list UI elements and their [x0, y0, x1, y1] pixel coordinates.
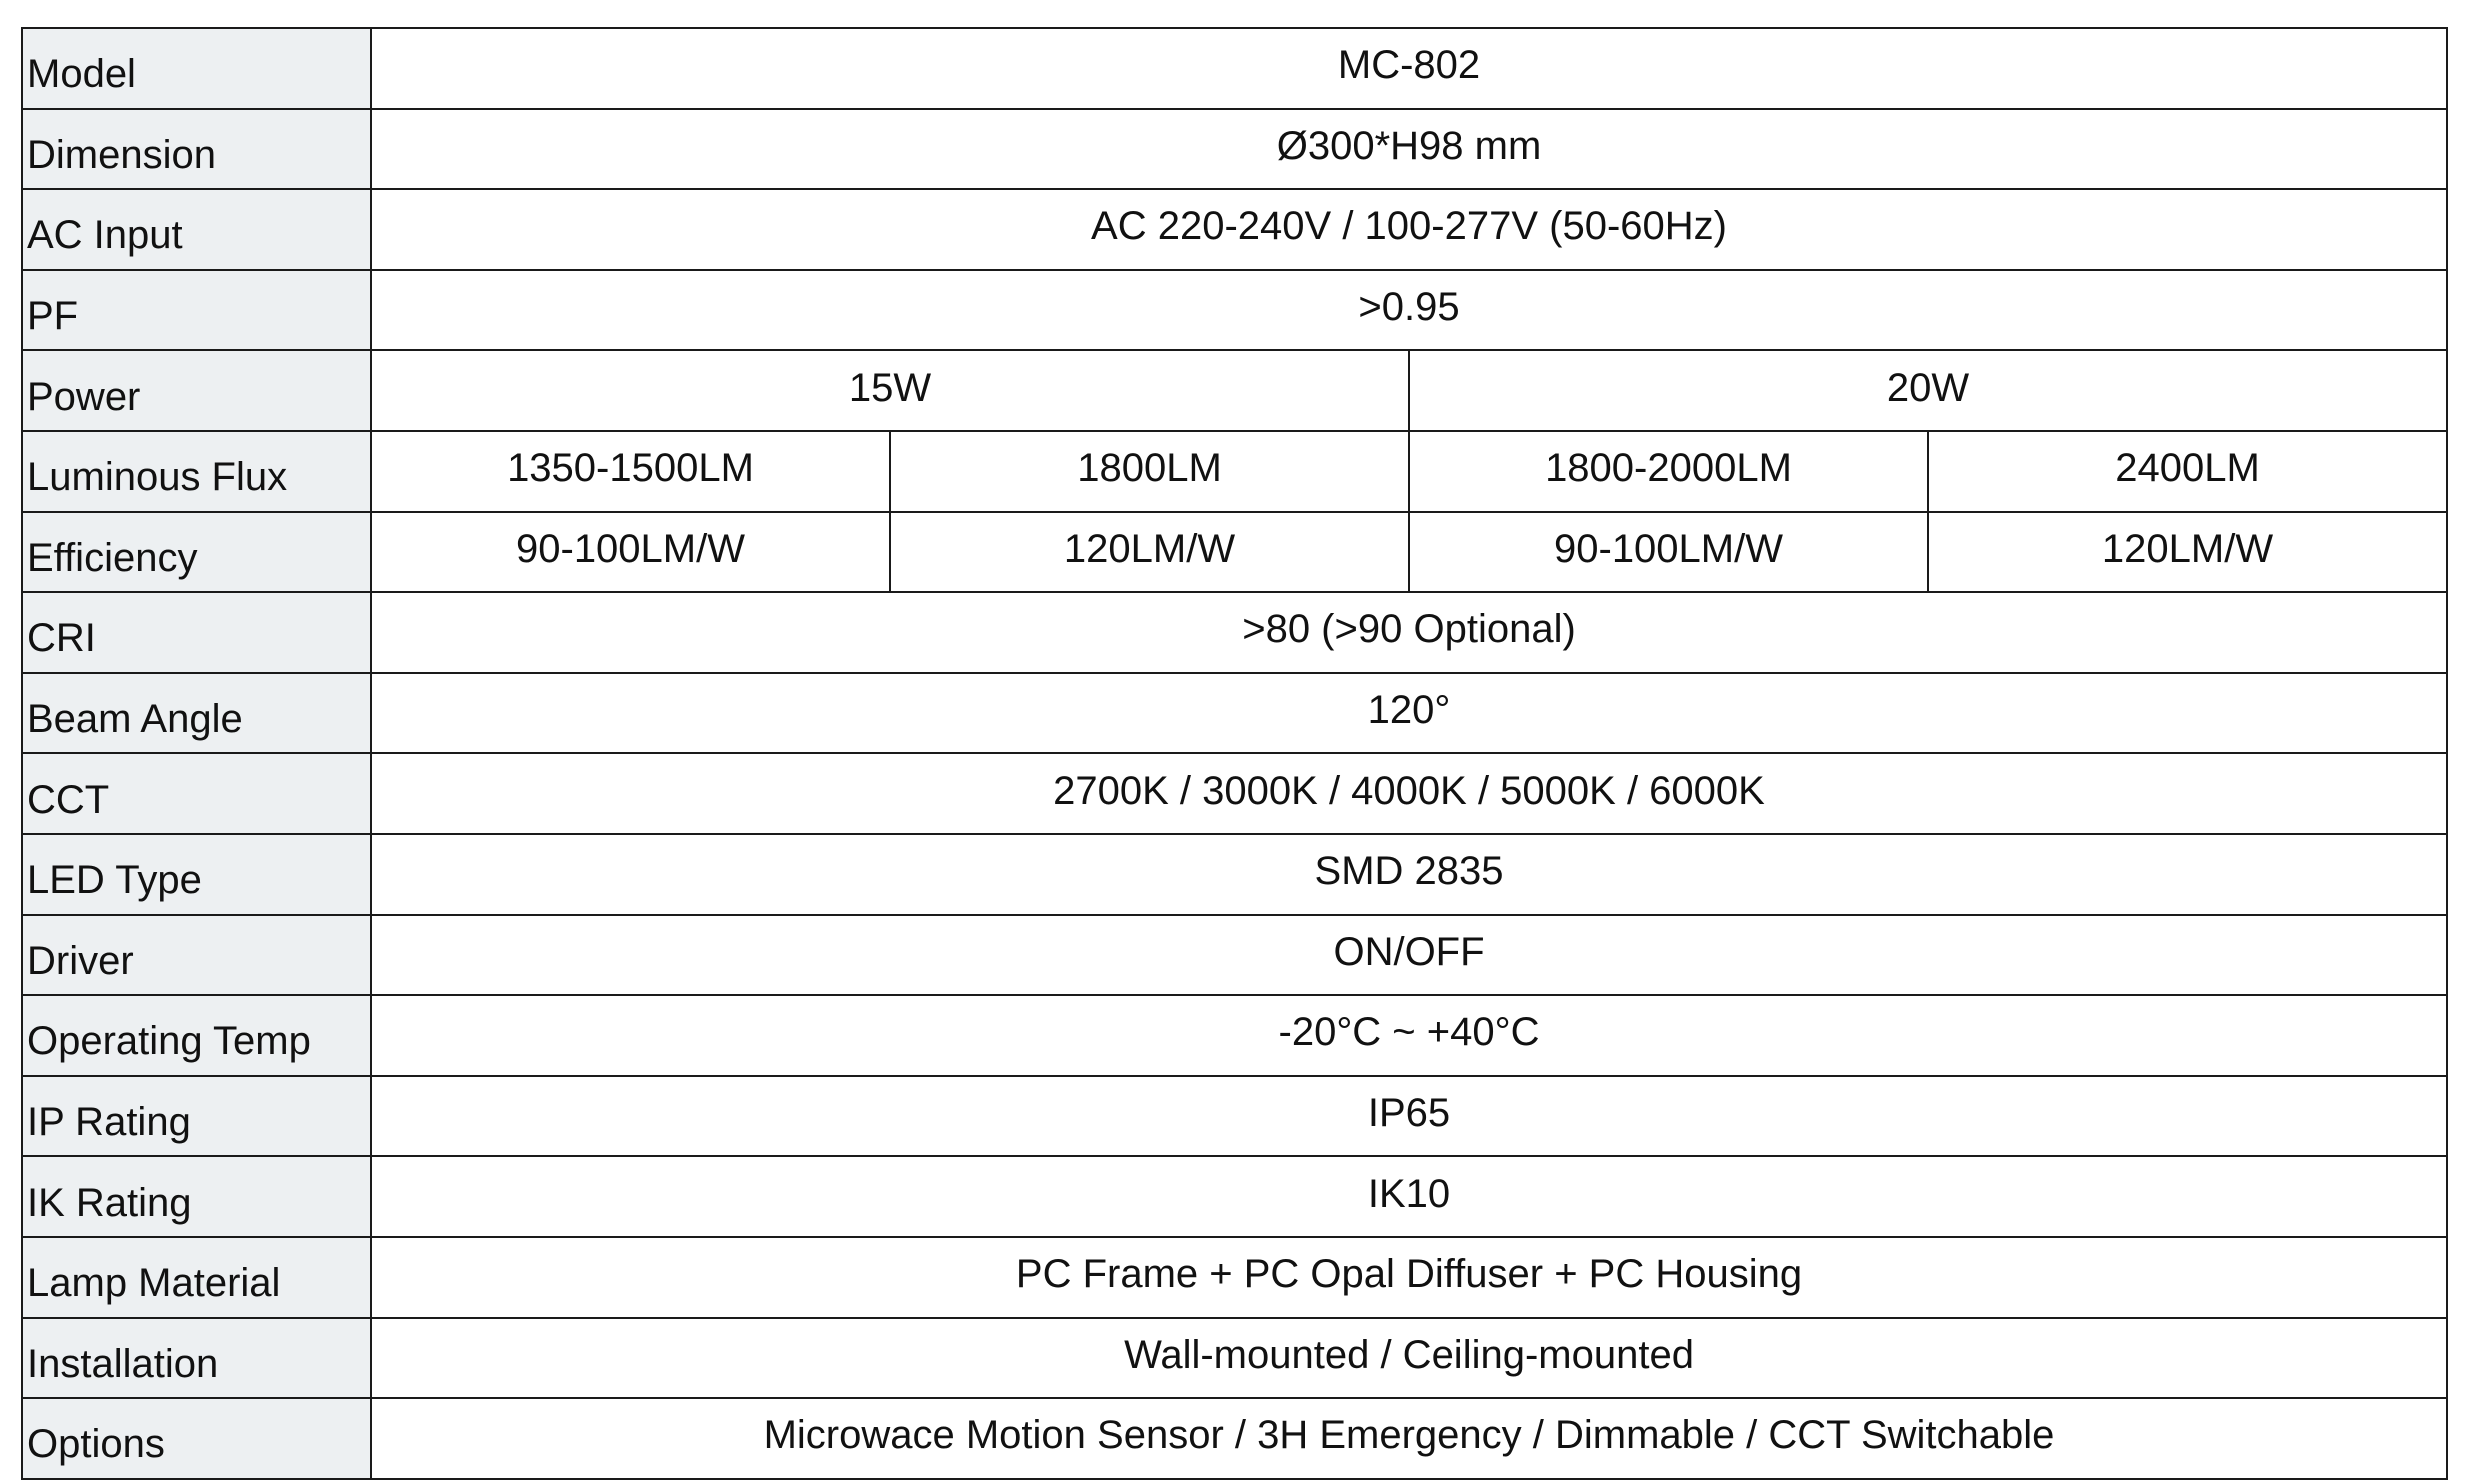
row-beam-angle [22, 673, 2447, 754]
row-driver [22, 915, 2447, 996]
row-cri [22, 592, 2447, 673]
row-label: CCT [22, 753, 371, 834]
row-label: IK Rating [22, 1156, 371, 1237]
row-value: SMD 2835 [371, 834, 2447, 915]
row-ip-rating [22, 1076, 2447, 1157]
row-ac-input [22, 189, 2447, 270]
row-label: PF [22, 270, 371, 351]
power-value-15w: 15W [371, 350, 1409, 431]
row-value: Wall-mounted / Ceiling-mounted [371, 1318, 2447, 1399]
row-value: ON/OFF [371, 915, 2447, 996]
row-value: PC Frame + PC Opal Diffuser + PC Housing [371, 1237, 2447, 1318]
row-label: Dimension [22, 109, 371, 190]
row-value: Ø300*H98 mm [371, 109, 2447, 190]
row-label: Efficiency [22, 512, 371, 593]
row-label: AC Input [22, 189, 371, 270]
row-power [22, 350, 2447, 431]
row-value: IP65 [371, 1076, 2447, 1157]
row-luminous-flux [22, 431, 2447, 512]
row-label: CRI [22, 592, 371, 673]
row-label: Lamp Material [22, 1237, 371, 1318]
row-label: Model [22, 28, 371, 109]
row-value: >80 (>90 Optional) [371, 592, 2447, 673]
row-label: Driver [22, 915, 371, 996]
flux-value: 1800LM [890, 431, 1409, 512]
row-label: LED Type [22, 834, 371, 915]
row-cct [22, 753, 2447, 834]
row-dimension [22, 109, 2447, 190]
row-value: Microwace Motion Sensor / 3H Emergency / Dimmable / CCT Switchable [371, 1398, 2447, 1479]
flux-value: 2400LM [1928, 431, 2447, 512]
row-label: Beam Angle [22, 673, 371, 754]
row-led-type [22, 834, 2447, 915]
efficiency-value: 120LM/W [1928, 512, 2447, 593]
row-efficiency [22, 512, 2447, 593]
row-label: Installation [22, 1318, 371, 1399]
efficiency-value: 90-100LM/W [371, 512, 890, 593]
row-label: Power [22, 350, 371, 431]
row-label: Operating Temp [22, 995, 371, 1076]
efficiency-value: 120LM/W [890, 512, 1409, 593]
row-model [22, 28, 2447, 109]
row-value: MC-802 [371, 28, 2447, 109]
efficiency-value: 90-100LM/W [1409, 512, 1928, 593]
row-pf [22, 270, 2447, 351]
row-options [22, 1398, 2447, 1479]
row-installation [22, 1318, 2447, 1399]
row-value: >0.95 [371, 270, 2447, 351]
row-value: IK10 [371, 1156, 2447, 1237]
row-value: AC 220-240V / 100-277V (50-60Hz) [371, 189, 2447, 270]
row-lamp-material [22, 1237, 2447, 1318]
row-ik-rating [22, 1156, 2447, 1237]
row-operating-temp [22, 995, 2447, 1076]
flux-value: 1350-1500LM [371, 431, 890, 512]
power-value-20w: 20W [1409, 350, 2447, 431]
row-label: Luminous Flux [22, 431, 371, 512]
row-label: Options [22, 1398, 371, 1479]
row-value: -20°C ~ +40°C [371, 995, 2447, 1076]
row-value: 120° [371, 673, 2447, 754]
flux-value: 1800-2000LM [1409, 431, 1928, 512]
row-label: IP Rating [22, 1076, 371, 1157]
spec-table [21, 27, 2448, 1480]
row-value: 2700K / 3000K / 4000K / 5000K / 6000K [371, 753, 2447, 834]
